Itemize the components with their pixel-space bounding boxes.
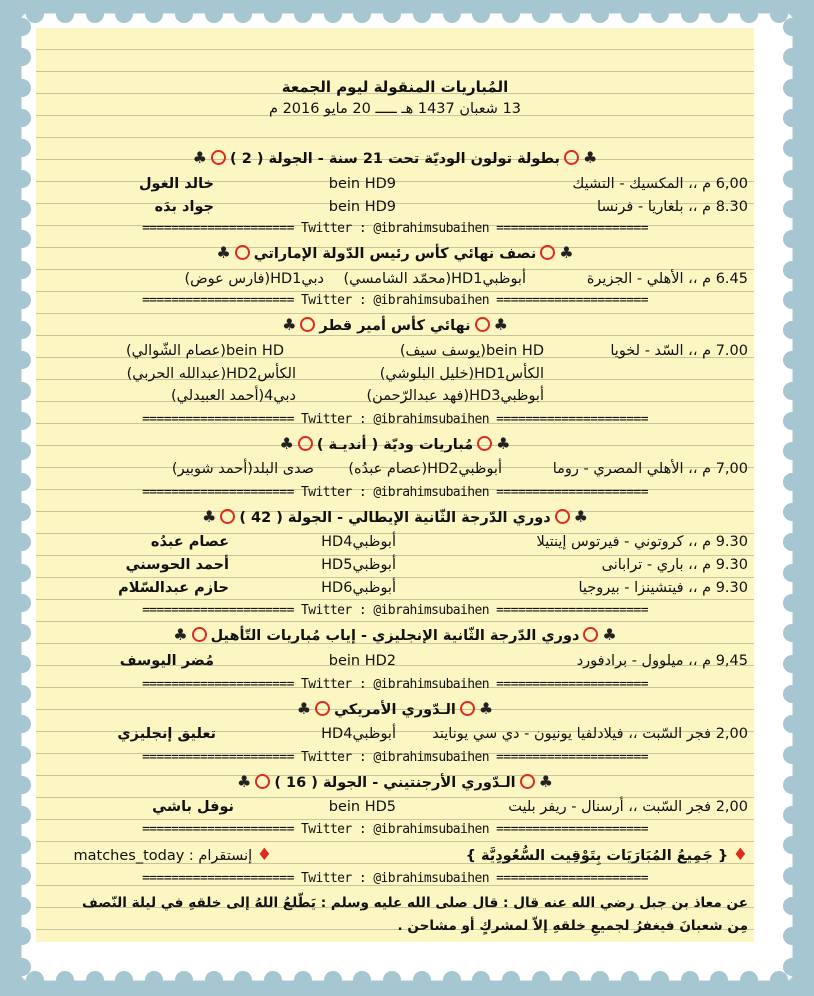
perforation-hole xyxy=(472,5,490,23)
twitter-separator: ===================== Twitter : @ibrahimsubaihen ===================== xyxy=(142,412,648,427)
perforation-hole xyxy=(681,5,699,23)
perforation-hole xyxy=(413,971,431,989)
perforation-hole xyxy=(443,971,461,989)
notes-row xyxy=(36,844,754,866)
twitter-separator: ===================== Twitter : @ibrahimsubaihen ===================== xyxy=(142,677,648,692)
perforation-hole xyxy=(13,533,31,551)
match-channel: أبوظبيHD1(محمّد الشامسي) xyxy=(343,271,526,287)
perforation-hole xyxy=(13,746,31,764)
match-commentator: حازم عبدالسّلام xyxy=(118,580,229,596)
perforation-hole xyxy=(783,594,801,612)
perforation-hole xyxy=(681,971,699,989)
perforation-hole xyxy=(783,382,801,400)
perforation-hole xyxy=(783,321,801,339)
match-row xyxy=(36,577,754,599)
match-row xyxy=(36,796,754,818)
perforation-hole xyxy=(562,5,580,23)
match-time-teams: 9.30 م ،، باري - ترابانى xyxy=(601,557,748,573)
perforation-hole xyxy=(13,412,31,430)
match-channel: bein HD5 xyxy=(328,799,396,815)
circle-icon xyxy=(220,509,235,524)
page-title: المُباريات المنقولة ليوم الجمعة xyxy=(281,78,509,96)
match-commentator: خالد الغول xyxy=(138,176,214,192)
match-row xyxy=(36,554,754,576)
twitter-separator: ===================== Twitter : @ibrahimsubaihen ===================== xyxy=(142,750,648,765)
perforation-hole xyxy=(783,230,801,248)
perforation-hole xyxy=(13,624,31,642)
perforation-hole xyxy=(783,927,801,945)
match-time-teams: 9,45 م ،، ميلوول - برادفورد xyxy=(576,653,748,669)
match-channel: bein HD(يوسف سيف) xyxy=(399,343,544,359)
match-time-teams: 2,00 فجر السّبت ،، فيلادلفيا يونيون - دي سي يونايتد xyxy=(432,726,748,742)
perforation-hole xyxy=(234,971,252,989)
perforation-hole xyxy=(13,442,31,460)
perforation-hole xyxy=(13,594,31,612)
match-commentator: الكأسHD2(عبدالله الحربي) xyxy=(126,366,296,382)
instagram-text: إنستقرام : matches_today xyxy=(73,848,253,864)
perforation-hole xyxy=(56,971,74,989)
club-icon: ♣ xyxy=(602,625,617,644)
perforation-hole xyxy=(783,685,801,703)
stamp-perforation-top xyxy=(26,5,788,23)
circle-icon xyxy=(520,774,535,789)
match-commentator: جواد بدَه xyxy=(154,199,214,215)
club-icon: ♣ xyxy=(573,507,589,526)
circle-icon xyxy=(477,436,492,451)
match-row xyxy=(36,650,754,672)
perforation-hole xyxy=(783,867,801,885)
perforation-hole xyxy=(783,473,801,491)
perforation-hole xyxy=(13,927,31,945)
match-row xyxy=(36,458,754,480)
match-channel: أبوظبيHD3(فهد عبدالرّحمن) xyxy=(366,388,544,404)
club-icon: ♣ xyxy=(478,699,494,718)
perforation-hole xyxy=(783,655,801,673)
saudi-time-text: { جَمِيعُ المُبَارَيَات بِتَوْقِيت السُّعُودِيَّة } xyxy=(465,848,729,864)
match-time-teams: 6,00 م ،، المكسيك - التشيك xyxy=(572,176,748,192)
perforation-hole xyxy=(783,533,801,551)
perforation-hole xyxy=(413,5,431,23)
section-heading xyxy=(36,314,754,336)
section-title: الـدّوري الأمريكي xyxy=(334,702,456,718)
club-icon: ♣ xyxy=(538,772,553,791)
match-channel: أبوظبيHD4 xyxy=(321,534,396,550)
stamp-perforation-right xyxy=(783,18,801,976)
match-time-teams: 7,00 م ،، الأهلي المصري - روما xyxy=(552,461,748,477)
match-commentator: عصام عبدُه xyxy=(150,534,229,550)
match-channel: أبوظبيHD4 xyxy=(321,726,396,742)
match-commentator: نوفل باشي xyxy=(152,799,234,815)
twitter-separator: ===================== Twitter : @ibrahimsubaihen ===================== xyxy=(142,293,648,308)
perforation-hole xyxy=(740,971,758,989)
club-icon: ♣ xyxy=(282,315,297,334)
perforation-hole xyxy=(205,5,223,23)
perforation-hole xyxy=(710,971,728,989)
perforation-hole xyxy=(13,473,31,491)
circle-icon xyxy=(235,245,250,260)
perforation-hole xyxy=(115,971,133,989)
perforation-hole xyxy=(532,5,550,23)
match-commentator: صدى البلد(أحمد شوبير) xyxy=(171,461,314,477)
perforation-hole xyxy=(651,971,669,989)
perforation-hole xyxy=(13,321,31,339)
match-commentator: دبي4(أحمد العبيدلي) xyxy=(170,388,296,404)
perforation-hole xyxy=(13,261,31,279)
match-channel: bein HD2 xyxy=(328,653,396,669)
perforation-hole xyxy=(383,5,401,23)
perforation-hole xyxy=(591,5,609,23)
perforation-hole xyxy=(13,806,31,824)
perforation-hole xyxy=(13,109,31,127)
circle-icon xyxy=(300,317,315,332)
club-icon: ♣ xyxy=(493,315,508,334)
section-heading xyxy=(36,242,754,264)
perforation-hole xyxy=(783,291,801,309)
perforation-hole xyxy=(651,5,669,23)
perforation-hole xyxy=(783,200,801,218)
match-channel: bein HD9 xyxy=(328,176,396,192)
match-commentator: bein HD(عصام الشّوالي) xyxy=(126,343,284,359)
twitter-separator: ===================== Twitter : @ibrahimsubaihen ===================== xyxy=(142,871,648,886)
match-row xyxy=(36,268,754,290)
perforation-hole xyxy=(783,109,801,127)
section-heading xyxy=(36,147,754,169)
perforation-hole xyxy=(783,18,801,36)
club-icon: ♣ xyxy=(279,434,294,453)
perforation-hole xyxy=(783,806,801,824)
perforation-hole xyxy=(783,351,801,369)
section-heading xyxy=(36,624,754,646)
section-title: نهائي كأس أمير قطر xyxy=(319,318,471,334)
match-row xyxy=(36,363,754,385)
section-heading xyxy=(36,433,754,455)
perforation-hole xyxy=(710,5,728,23)
match-row xyxy=(36,385,754,407)
twitter-separator: ===================== Twitter : @ibrahimsubaihen ===================== xyxy=(142,822,648,837)
perforation-hole xyxy=(783,79,801,97)
match-commentator: مُضر اليوسف xyxy=(119,653,214,669)
perforation-hole xyxy=(13,776,31,794)
perforation-hole xyxy=(205,971,223,989)
perforation-hole xyxy=(13,382,31,400)
match-commentator: دبيHD1(فارس عوض) xyxy=(184,271,324,287)
twitter-separator: ===================== Twitter : @ibrahimsubaihen ===================== xyxy=(142,221,648,236)
hadith-line-2: مِن شعبانَ فيغفرُ لجميعِ خلقهِ إلاّ لمشركٍ أو مشاحن . xyxy=(397,918,748,934)
perforation-hole xyxy=(353,971,371,989)
perforation-hole xyxy=(115,5,133,23)
perforation-hole xyxy=(13,503,31,521)
circle-icon xyxy=(583,627,598,642)
club-icon: ♣ xyxy=(496,434,511,453)
perforation-hole xyxy=(234,5,252,23)
perforation-hole xyxy=(783,48,801,66)
perforation-hole xyxy=(86,5,104,23)
circle-icon xyxy=(564,150,579,165)
club-icon: ♣ xyxy=(237,772,252,791)
perforation-hole xyxy=(621,971,639,989)
perforation-hole xyxy=(13,655,31,673)
perforation-hole xyxy=(532,971,550,989)
diamond-icon: ♦ xyxy=(732,845,748,865)
section-title: دوري الدّرجة الثّانية الإيطالي - الجولة ( 42 ) xyxy=(239,510,551,526)
perforation-hole xyxy=(353,5,371,23)
section-heading xyxy=(36,698,754,720)
club-icon: ♣ xyxy=(192,148,207,167)
match-row xyxy=(36,173,754,195)
perforation-hole xyxy=(264,5,282,23)
perforation-hole xyxy=(294,5,312,23)
match-channel: bein HD9 xyxy=(328,199,396,215)
section-title: مُباريات وديّة ( أنديـة ) xyxy=(316,437,474,453)
perforation-hole xyxy=(13,897,31,915)
schedule-paper xyxy=(36,28,754,942)
perforation-hole xyxy=(783,958,801,976)
perforation-hole xyxy=(56,5,74,23)
perforation-hole xyxy=(783,412,801,430)
instagram-note xyxy=(74,844,273,866)
section-title: نصف نهائي كأس رئيس الدّولة الإماراتي xyxy=(253,246,537,262)
perforation-hole xyxy=(145,5,163,23)
perforation-hole xyxy=(13,48,31,66)
perforation-hole xyxy=(13,867,31,885)
perforation-hole xyxy=(783,776,801,794)
perforation-hole xyxy=(502,5,520,23)
perforation-hole xyxy=(86,971,104,989)
circle-icon xyxy=(298,436,313,451)
perforation-hole xyxy=(443,5,461,23)
perforation-hole xyxy=(562,971,580,989)
perforation-hole xyxy=(13,836,31,854)
perforation-hole xyxy=(13,139,31,157)
perforation-hole xyxy=(783,503,801,521)
perforation-hole xyxy=(145,971,163,989)
perforation-hole xyxy=(175,5,193,23)
perforation-hole xyxy=(13,200,31,218)
match-time-teams: 9.30 م ،، كروتوني - فيرتوس إينتيلا xyxy=(536,534,748,550)
match-time-teams: 7.00 م ،، السّد - لخويا xyxy=(610,343,748,359)
hadith-line-1: عن معاذ بن جبل رضي الله عنه قال : قال صلى الله عليه وسلم : يَطّلعُ اللهُ إلى خلقهِ في ليلة النّصف xyxy=(82,895,748,911)
perforation-hole xyxy=(13,230,31,248)
perforation-hole xyxy=(294,971,312,989)
circle-icon xyxy=(315,701,330,716)
perforation-hole xyxy=(383,971,401,989)
match-time-teams: 9.30 م ،، فيتشينزا - بيروجيا xyxy=(578,580,748,596)
perforation-hole xyxy=(13,170,31,188)
perforation-hole xyxy=(783,836,801,854)
stamp-perforation-left xyxy=(13,18,31,976)
perforation-hole xyxy=(783,897,801,915)
perforation-hole xyxy=(175,971,193,989)
match-commentator: تعليق إنجليزي xyxy=(117,726,216,742)
match-channel: أبوظبيHD2(عصام عبدُه) xyxy=(348,461,502,477)
twitter-separator: ===================== Twitter : @ibrahimsubaihen ===================== xyxy=(142,485,648,500)
perforation-hole xyxy=(264,971,282,989)
perforation-hole xyxy=(13,685,31,703)
match-row xyxy=(36,723,754,745)
saudi-time-note xyxy=(466,844,748,866)
match-time-teams: 6.45 م ،، الأهلي - الجزيرة xyxy=(586,271,748,287)
section-heading xyxy=(36,771,754,793)
circle-icon xyxy=(460,701,475,716)
perforation-hole xyxy=(13,564,31,582)
perforation-hole xyxy=(324,971,342,989)
perforation-hole xyxy=(783,442,801,460)
match-time-teams: 2,00 فجر السّبت ،، أرسنال - ريفر بليت xyxy=(508,799,748,815)
perforation-hole xyxy=(13,18,31,36)
perforation-hole xyxy=(324,5,342,23)
circle-icon xyxy=(475,317,490,332)
perforation-hole xyxy=(740,5,758,23)
perforation-hole xyxy=(472,971,490,989)
perforation-hole xyxy=(621,5,639,23)
club-icon: ♣ xyxy=(583,148,598,167)
circle-icon xyxy=(211,150,226,165)
diamond-icon: ♦ xyxy=(256,845,272,865)
club-icon: ♣ xyxy=(201,507,217,526)
perforation-hole xyxy=(783,564,801,582)
match-time-teams: 8.30 م ،، بلغاريا - فرنسا xyxy=(597,199,748,215)
perforation-hole xyxy=(13,79,31,97)
perforation-hole xyxy=(783,170,801,188)
match-row xyxy=(36,340,754,362)
club-icon: ♣ xyxy=(296,699,312,718)
club-icon: ♣ xyxy=(173,625,188,644)
section-title: الـدّوري الأرجنتيني - الجولة ( 16 ) xyxy=(274,775,516,791)
twitter-separator: ===================== Twitter : @ibrahimsubaihen ===================== xyxy=(142,603,648,618)
match-row xyxy=(36,531,754,553)
section-title: دوري الدّرجة الثّانية الإنجليزي - إياب مُباريات التّأهيل xyxy=(210,628,580,644)
perforation-hole xyxy=(783,261,801,279)
match-channel: أبوظبيHD5 xyxy=(321,557,396,573)
circle-icon xyxy=(255,774,270,789)
circle-icon xyxy=(555,509,570,524)
perforation-hole xyxy=(591,971,609,989)
match-channel: أبوظبيHD6 xyxy=(321,580,396,596)
perforation-hole xyxy=(783,624,801,642)
date-line: 13 شعبان 1437 هـ ـــــ 20 مايو 2016 م xyxy=(268,101,522,117)
perforation-hole xyxy=(13,958,31,976)
section-title: بطولة تولون الوديّة تحت 21 سنة - الجولة ( 2 ) xyxy=(230,151,560,167)
circle-icon xyxy=(540,245,555,260)
stamp-perforation-bottom xyxy=(26,971,788,989)
club-icon: ♣ xyxy=(559,243,574,262)
perforation-hole xyxy=(13,351,31,369)
circle-icon xyxy=(192,627,207,642)
perforation-hole xyxy=(13,715,31,733)
match-commentator: أحمد الحوسني xyxy=(125,557,229,573)
perforation-hole xyxy=(783,746,801,764)
match-row xyxy=(36,196,754,218)
perforation-hole xyxy=(783,139,801,157)
section-heading xyxy=(36,506,754,528)
perforation-hole xyxy=(783,715,801,733)
perforation-hole xyxy=(502,971,520,989)
club-icon: ♣ xyxy=(216,243,231,262)
perforation-hole xyxy=(13,291,31,309)
match-channel: الكأسHD1(خليل البلوشي) xyxy=(379,366,544,382)
